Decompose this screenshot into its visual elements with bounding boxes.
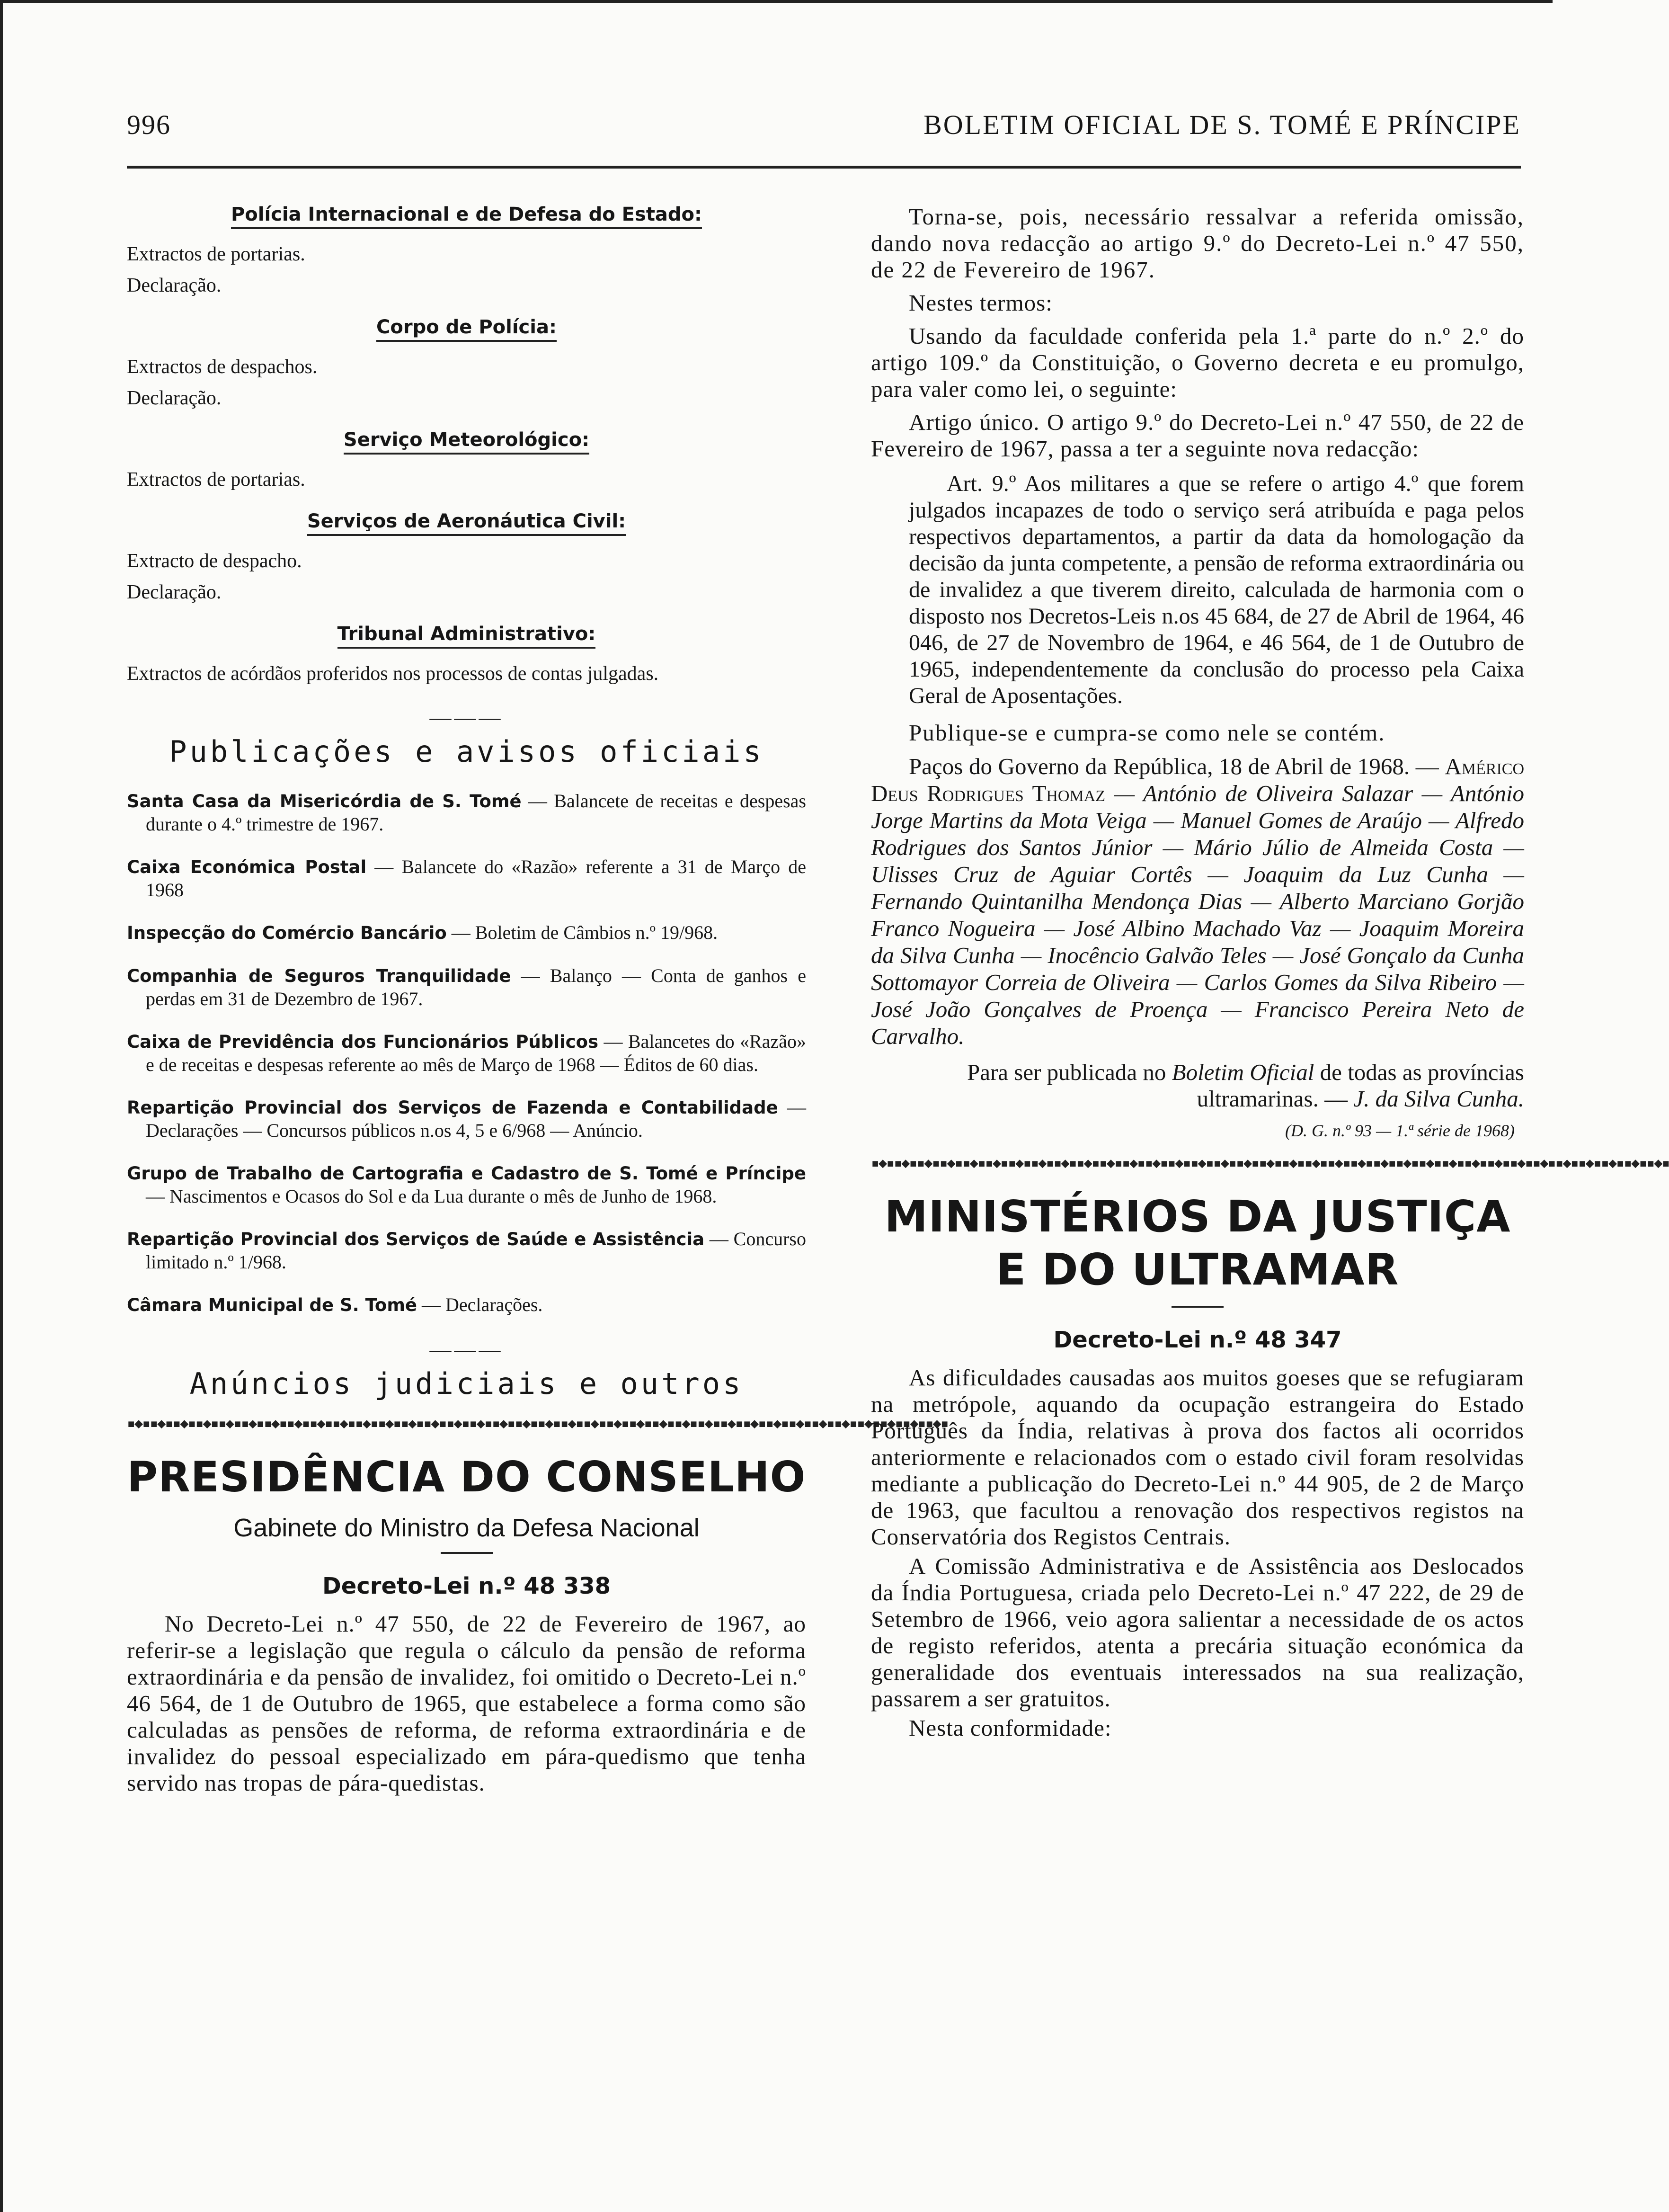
publication-entry bbox=[127, 856, 806, 901]
index-section-title: Tribunal Administrativo: bbox=[337, 623, 596, 649]
minister-signatures: — António de Oliveira Salazar — António Jorge Martins da Mota Veiga — Manuel Gomes de Araújo — Alfredo Rodrigues dos Santos Júnior — Mário Júlio de Almeida Costa — Ulisses Cruz de Aguiar Cortês — Joaquim da Luz Cunha — Fernando Quintanilha Mendonça Dias — Alberto Marciano Gorjão Franco Nogueira — José Albino Machado Vaz — Joaquim Moreira da Silva Cunha — Inocêncio Galvão Teles — José Gonçalo da Cunha Sottomayor Correia de Oliveira — Carlos Gomes da Silva Ribeiro — José João Gonçalves de Proença — Francisco Pereira Neto de Carvalho. bbox=[871, 780, 1524, 1049]
publication-text: — Nascimentos e Ocasos do Sol e da Lua durante o mês de Junho de 1968. bbox=[146, 1186, 717, 1207]
publication-text: — Balancete do «Razão» referente a 31 de Março de 1968 bbox=[146, 856, 806, 901]
index-group bbox=[127, 204, 806, 300]
publication-name: Grupo de Trabalho de Cartografia e Cadastro de S. Tomé e Príncipe bbox=[127, 1163, 806, 1184]
publication-entry bbox=[127, 1228, 806, 1274]
index-item: Extractos de portarias. bbox=[127, 469, 305, 491]
section-dash: ——— bbox=[429, 1337, 504, 1361]
index-item: Extractos de acórdãos proferidos nos processos de contas julgadas. bbox=[127, 663, 659, 685]
index-item: Extractos de despachos. bbox=[127, 356, 318, 378]
index-group bbox=[127, 429, 806, 494]
index-section-title: Serviço Meteorológico: bbox=[344, 429, 589, 455]
diario-governo-reference: (D. G. n.º 93 — 1.ª série de 1968) bbox=[1285, 1121, 1515, 1140]
short-rule bbox=[1172, 1306, 1224, 1308]
publication-note-text: Para ser publicada no bbox=[967, 1059, 1172, 1085]
scan-edge-left bbox=[0, 0, 3, 2212]
publication-note-boletim: Boletim Oficial bbox=[1172, 1059, 1314, 1085]
index-group bbox=[127, 623, 806, 688]
publication-entry bbox=[127, 790, 806, 836]
publication-text: — Balancetes do «Razão» e de receitas e despesas referente ao mês de Março de 1968 — Éditos de 60 dias. bbox=[146, 1031, 806, 1075]
signature-intro: Paços do Governo da República, 18 de Abril de 1968. — bbox=[909, 753, 1445, 779]
ornament-rule: ▪◆▪▪◆▪▪◆▪▪◆▪▪◆▪▪◆▪▪◆▪▪◆▪▪◆▪▪◆▪▪◆▪▪◆▪▪◆▪▪◆▪▪◆▪▪◆▪▪◆▪▪◆▪▪◆▪▪◆▪▪◆▪▪◆▪▪◆▪▪◆▪▪◆▪▪◆▪▪◆▪▪◆▪▪◆▪▪◆▪▪◆▪▪◆▪▪◆▪▪◆▪▪◆▪ bbox=[871, 1155, 1669, 1171]
decree-paragraph: No Decreto-Lei n.º 47 550, de 22 de Fevereiro de 1967, ao referir-se a legislação que regula o cálculo da pensão de reforma extraordinária e da pensão de invalidez, foi omitido o Decreto-Lei n.º 46 564, de 1 de Outubro de 1965, que estabelece a forma como são calculadas as pensões de reforma, de reforma extraordinária e de invalidez do pessoal especializado em pára-quedismo que tenha servido nas tropas de pára-quedistas. bbox=[127, 1611, 806, 1796]
ministry-title-line: MINISTÉRIOS DA JUSTIÇA bbox=[884, 1191, 1511, 1242]
presidency-title: PRESIDÊNCIA DO CONSELHO bbox=[127, 1453, 806, 1501]
scan-edge-top bbox=[0, 0, 1553, 3]
publication-note-text: de todas as províncias ultramarinas. — bbox=[1197, 1059, 1524, 1112]
section-dash: ——— bbox=[429, 705, 504, 729]
index-section-title: Corpo de Polícia: bbox=[376, 316, 557, 342]
publication-name: Caixa de Previdência dos Funcionários Públicos bbox=[127, 1032, 599, 1052]
publications-heading: Publicações e avisos oficiais bbox=[169, 734, 764, 769]
publication-text: — Boletim de Câmbios n.º 19/968. bbox=[446, 922, 718, 943]
publication-text: — Balancete de receitas e despesas durante o 4.º trimestre de 1967. bbox=[146, 790, 806, 835]
article-quote: Art. 9.º Aos militares a que se refere o artigo 4.º que forem julgados incapazes de todo o serviço será atribuída e paga pelos respectivos departamentos, a partir da data da homologação da decisão da junta competente, a pensão de reforma extraordinária ou de invalidez a que tiverem direito, calculada de harmonia com o disposto nos Decretos-Leis n.os 45 684, de 27 de Abril de 1964, 46 046, de 27 de Novembro de 1964, e 46 564, de 1 de Outubro de 1965, independentemente da conclusão do processo pela Caixa Geral de Aposentações. bbox=[909, 471, 1524, 708]
running-head: BOLETIM OFICIAL DE S. TOMÉ E PRÍNCIPE bbox=[923, 109, 1521, 140]
publication-name: Repartição Provincial dos Serviços de Saúde e Assistência bbox=[127, 1229, 705, 1249]
left-column bbox=[127, 204, 948, 1799]
decree-paragraph: Nestes termos: bbox=[909, 290, 1053, 316]
publication-name: Repartição Provincial dos Serviços de Fazenda e Contabilidade bbox=[127, 1097, 778, 1118]
index-section-title: Serviços de Aeronáutica Civil: bbox=[307, 510, 626, 536]
publication-name: Companhia de Seguros Tranquilidade bbox=[127, 966, 511, 986]
index-item: Declaração. bbox=[127, 387, 222, 409]
index-group bbox=[127, 316, 806, 413]
header-rule bbox=[127, 166, 1521, 169]
ministry-title bbox=[871, 1190, 1524, 1296]
index-item: Extracto de despacho. bbox=[127, 550, 302, 572]
index-section-title: Polícia Internacional e de Defesa do Estado: bbox=[231, 204, 702, 229]
ornament-rule: ▪◆▪▪◆▪▪◆▪▪◆▪▪◆▪▪◆▪▪◆▪▪◆▪▪◆▪▪◆▪▪◆▪▪◆▪▪◆▪▪◆▪▪◆▪▪◆▪▪◆▪▪◆▪▪◆▪▪◆▪▪◆▪▪◆▪▪◆▪▪◆▪▪◆▪▪◆▪▪◆▪▪◆▪▪◆▪▪◆▪▪◆▪▪◆▪▪◆▪▪◆▪▪◆▪▪◆▪ bbox=[127, 1415, 948, 1432]
index-group bbox=[127, 510, 806, 607]
publication-note bbox=[871, 1059, 1524, 1112]
publication-name: Câmara Municipal de S. Tomé bbox=[127, 1295, 417, 1315]
notices-heading: Anúncios judiciais e outros bbox=[189, 1366, 744, 1401]
ministry-title-line: E DO ULTRAMAR bbox=[996, 1244, 1399, 1295]
publication-name: Santa Casa da Misericórdia de S. Tomé bbox=[127, 791, 522, 812]
president-signature: Américo Deus Rodrigues Thomaz bbox=[871, 753, 1524, 806]
index-item: Extractos de portarias. bbox=[127, 243, 305, 265]
signatures-block bbox=[871, 753, 1524, 1050]
right-column bbox=[871, 204, 1669, 1744]
short-rule bbox=[441, 1552, 493, 1554]
index-item: Declaração. bbox=[127, 581, 222, 603]
publication-entry bbox=[127, 1030, 806, 1076]
page-number: 996 bbox=[127, 109, 171, 140]
decree-paragraph: Torna-se, pois, necessário ressalvar a referida omissão, dando nova redacção ao artigo 9.º do Decreto-Lei n.º 47 550, de 22 de Fevereiro de 1967. bbox=[871, 204, 1524, 283]
publication-entry bbox=[127, 921, 806, 945]
publication-text: — Concurso limitado n.º 1/968. bbox=[146, 1228, 807, 1273]
publication-text: — Declarações — Concursos públicos n.os 4, 5 e 6/968 — Anúncio. bbox=[146, 1097, 806, 1141]
publication-text: — Balanço — Conta de ganhos e perdas em 31 de Dezembro de 1967. bbox=[146, 965, 807, 1009]
decree-paragraph: Nesta conformidade: bbox=[909, 1715, 1112, 1741]
index-item: Declaração. bbox=[127, 275, 222, 296]
decree-paragraph: Artigo único. O artigo 9.º do Decreto-Lei n.º 47 550, de 22 de Fevereiro de 1967, passa a ter a seguinte nova redacção: bbox=[871, 409, 1524, 462]
decree-paragraph: As dificuldades causadas aos muitos goeses que se refugiaram na metrópole, aquando da ocupação estrangeira do Estado Português da Índia, relativas à prova dos factos ali ocorridos anteriormente e relacionados com o estado civil foram resolvidas mediante a publicação do Decreto-Lei n.º 44 905, de 2 de Março de 1963, que facultou a renovação dos respectivos registos na Conservatória dos Registos Centrais. bbox=[871, 1365, 1524, 1550]
publication-name: Caixa Económica Postal bbox=[127, 857, 367, 877]
decree-paragraph: Publique-se e cumpra-se como nele se contém. bbox=[909, 720, 1385, 746]
decree-title: Decreto-Lei n.º 48 338 bbox=[322, 1573, 611, 1599]
publication-entry bbox=[127, 1096, 806, 1142]
publication-entry bbox=[127, 1162, 806, 1208]
publication-note-signer: J. da Silva Cunha. bbox=[1353, 1086, 1524, 1112]
publication-entry bbox=[127, 964, 806, 1010]
publication-entry bbox=[127, 1293, 806, 1317]
decree-paragraph: Usando da faculdade conferida pela 1.ª parte do n.º 2.º do artigo 109.º da Constituição, o Governo decreta e eu promulgo, para valer como lei, o seguinte: bbox=[871, 323, 1524, 402]
publication-text: — Declarações. bbox=[417, 1294, 543, 1315]
publication-name: Inspecção do Comércio Bancário bbox=[127, 923, 447, 943]
decree-title: Decreto-Lei n.º 48 347 bbox=[1053, 1327, 1342, 1353]
decree-paragraph: A Comissão Administrativa e de Assistência aos Deslocados da Índia Portuguesa, criada pelo Decreto-Lei n.º 47 222, de 29 de Setembro de 1966, veio agora salientar a necessidade de os actos de registo referidos, atenta a precária situação económica da generalidade dos eventuais interessados na sua realização, passarem a ser gratuitos. bbox=[871, 1553, 1524, 1712]
page-header bbox=[127, 109, 1521, 152]
cabinet-subtitle: Gabinete do Ministro da Defesa Nacional bbox=[233, 1514, 700, 1542]
